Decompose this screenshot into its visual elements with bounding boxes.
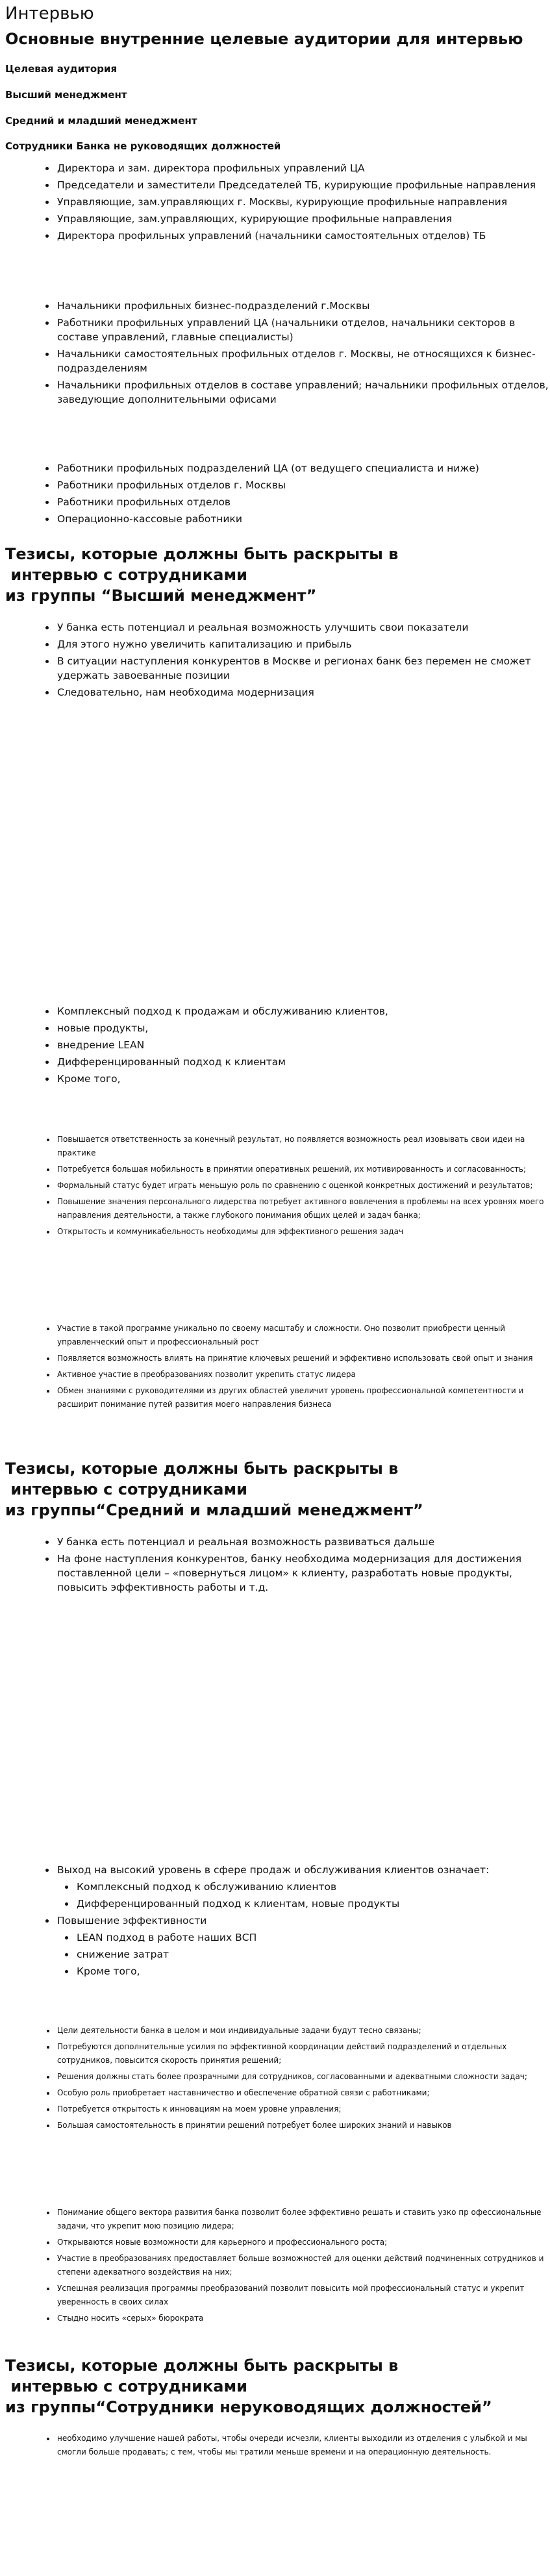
list-item: • Работники профильных управлений ЦА (начальники отделов, начальники секторов в составе управлений, главные специалисты) [56,316,550,344]
section-heading-line: из группы “Высший менеджмент” [5,587,317,605]
list-item: • Решения должны стать более прозрачными для сотрудников, согласованными и адекватными сложности задач; [56,2070,550,2084]
list-item: • необходимо улучшение нашей работы, чтобы очереди исчезли, клиенты выходили из отделения с улыбкой и мы смогли больше продавать; с тем, чтобы мы тратили меньше времени и на операционную деятельность. [56,2432,550,2459]
list-item [56,1863,550,1911]
list-item: • Повышение значения персонального лидерства потребует активного вовлечения в проблемы на всех уровнях моего направления деятельности, а также глубокого понимания общих целей и задач банка; [56,1195,550,1222]
section-mid-list-b [0,1863,550,1978]
section-heading-line: Тезисы, которые должны быть раскрыты в [5,1459,399,1478]
label-mid-management: Средний и младший менеджмент [5,115,197,127]
section-mid-list-c-block [0,2024,550,2135]
mid-audience-list [0,299,550,407]
list-item: • Цели деятельности банка в целом и мои индивидуальные задачи будут тесно связаны; [56,2024,550,2038]
section-mid-list-a [0,1535,550,1595]
list-item: • Начальники профильных отделов в составе управлений; начальники профильных отделов, заведующие дополнительными офисами [56,378,550,407]
section-heading-line: интервью с сотрудниками [5,2377,247,2395]
list-item: • новые продукты, [56,1021,550,1035]
section-staff-list-a-block [0,2432,550,2462]
sub-list [57,1880,550,1911]
list-item: • Директора и зам. директора профильных управлений ЦА [56,161,550,175]
section-heading-line: интервью с сотрудниками [5,1480,247,1498]
section-heading [0,1458,550,1521]
list-item-text: Повышение эффективности [57,1915,207,1926]
list-item: • Активное участие в преобразованиях позволит укрепить статус лидера [56,1368,550,1382]
section-top-list-c-block [0,1133,550,1241]
section-mid-list-a-block [0,1535,550,1597]
main-heading: Основные внутренние целевые аудитории для интервью [5,30,523,48]
list-item: • Начальники самостоятельных профильных отделов г. Москвы, не относящихся к бизнес-подразделениям [56,347,550,375]
list-item: • Потребуется большая мобильность в принятии оперативных решений, их мотивированность и согласованность; [56,1163,550,1176]
staff-audience-list-block [0,461,550,529]
list-item: • Потребуется открытость к инновациям на моем уровне управления; [56,2102,550,2116]
section-top-list-c [0,1133,550,1239]
label-top-management: Высший менеджмент [5,89,127,101]
list-item: • Особую роль приобретает наставничество и обеспечение обратной связи с работниками; [56,2086,550,2100]
label-top-block [0,88,550,101]
label-mid-block [0,114,550,127]
section-top-list-d-block [0,1322,550,1414]
section-top-list-b-block [0,1004,550,1089]
main-heading-block [0,29,550,49]
label-target-block [0,62,550,75]
list-item: • У банка есть потенциал и реальная возможность улучшить свои показатели [56,620,550,635]
label-target: Целевая аудитория [5,63,118,75]
list-item: • Председатели и заместители Председателей ТБ, курирующие профильные направления [56,178,550,192]
list-item: • Для этого нужно увеличить капитализацию и прибыль [56,637,550,651]
list-item: • Директора профильных управлений (начальники самостоятельных отделов) ТБ [56,229,550,243]
section-top-list-a-block [0,620,550,702]
list-item: • Операционно-кассовые работники [56,512,550,526]
list-item: • Открытость и коммуникабельность необходимы для эффективного решения задач [56,1225,550,1239]
list-item: • Следовательно, нам необходима модернизация [56,685,550,700]
section-heading-line: из группы“Сотрудники неруководящих должностей” [5,2398,492,2416]
sub-list-item: • Комплексный подход к обслуживанию клиентов [75,1880,550,1894]
label-staff: Сотрудники Банка не руководящих должностей [5,140,281,152]
section-mid-heading-block [0,1458,550,1521]
list-item: • Обмен знаниями с руководителями из других областей увеличит уровень профессиональной компетентности и расширит понимание путей развития моего направления бизнеса [56,1384,550,1411]
section-heading-line: интервью с сотрудниками [5,566,247,584]
sub-list-item: • LEAN подход в работе наших ВСП [75,1930,550,1945]
section-mid-list-d-block [0,2206,550,2328]
list-item: • Стыдно носить «серых» бюрократа [56,2312,550,2325]
list-item [56,1913,550,1978]
section-top-heading-block [0,544,550,606]
top-audience-list-block [0,161,550,246]
page-title: Интервью [5,4,94,23]
sub-list-item: • снижение затрат [75,1947,550,1962]
section-mid-list-d [0,2206,550,2325]
section-mid-list-c [0,2024,550,2132]
list-item: • Формальный статус будет играть меньшую роль по сравнению с оценкой конкретных достижений и результатов; [56,1179,550,1193]
list-item: • В ситуации наступления конкурентов в Москве и регионах банк без перемен не сможет удержать завоеванные позиции [56,654,550,683]
list-item: • Большая самостоятельность в принятии решений потребует более широких знаний и навыков [56,2119,550,2132]
list-item: • Управляющие, зам.управляющих г. Москвы, курирующие профильные направления [56,195,550,209]
list-item: • Участие в преобразованиях предоставляет больше возможностей для оценки действий подчиненных сотрудников и степени адекватного воздействия на них; [56,2252,550,2279]
list-item: • Комплексный подход к продажам и обслуживанию клиентов, [56,1004,550,1018]
section-staff-heading-block [0,2355,550,2418]
top-audience-list [0,161,550,243]
list-item: • Повышается ответственность за конечный результат, но появляется возможность реал изовывать свои идеи на практике [56,1133,550,1160]
section-heading-line: из группы“Средний и младший менеджмент” [5,1501,423,1519]
section-heading [0,2355,550,2418]
header [0,3,550,25]
list-item: • Управляющие, зам.управляющих, курирующие профильные направления [56,212,550,226]
list-item: • На фоне наступления конкурентов, банку необходима модернизация для достижения поставленной цели – «повернуться лицом» к клиенту, разработать новые продукты, повысить эффективность работы и т.д. [56,1552,550,1595]
list-item: • Появляется возможность влиять на принятие ключевых решений и эффективно использовать свой опыт и знания [56,1352,550,1365]
list-item-text: Выход на высокий уровень в сфере продаж и обслуживания клиентов означает: [57,1864,490,1876]
staff-audience-list [0,461,550,526]
list-item: • Кроме того, [56,1072,550,1086]
list-item: • внедрение LEAN [56,1038,550,1052]
mid-audience-list-block [0,299,550,409]
list-item: • Потребуются дополнительные усилия по эффективной координации действий подразделений и отдельных сотрудников, повысится скорость принятия решений; [56,2040,550,2067]
section-top-list-d [0,1322,550,1411]
section-mid-list-b-block [0,1863,550,1981]
section-heading-line: Тезисы, которые должны быть раскрыты в [5,545,399,563]
list-item: • Понимание общего вектора развития банка позволит более эффективно решать и ставить узко пр офессиональные задачи, что укрепит мою позицию лидера; [56,2206,550,2233]
list-item: • Начальники профильных бизнес-подразделений г.Москвы [56,299,550,313]
sub-list-item: • Кроме того, [75,1964,550,1978]
list-item: • У банка есть потенциал и реальная возможность развиваться дальше [56,1535,550,1549]
sub-list [57,1930,550,1978]
list-item: • Участие в такой программе уникально по своему масштабу и сложности. Оно позволит приобрести ценный управленческий опыт и профессиональный рост [56,1322,550,1349]
list-item: • Открываются новые возможности для карьерного и профессионального роста; [56,2236,550,2249]
section-staff-list-a [0,2432,550,2459]
sub-list-item: • Дифференцированный подход к клиентам, новые продукты [75,1897,550,1911]
section-top-list-b [0,1004,550,1086]
list-item: • Работники профильных отделов [56,495,550,509]
section-top-list-a [0,620,550,700]
section-heading-line: Тезисы, которые должны быть раскрыты в [5,2356,399,2375]
section-heading [0,544,550,606]
list-item: • Работники профильных отделов г. Москвы [56,478,550,492]
list-item: • Дифференцированный подход к клиентам [56,1055,550,1069]
label-staff-block [0,140,550,153]
list-item: • Успешная реализация программы преобразований позволит повысить мой профессиональный статус и укрепит уверенность в своих силах [56,2282,550,2309]
list-item: • Работники профильных подразделений ЦА (от ведущего специалиста и ниже) [56,461,550,475]
